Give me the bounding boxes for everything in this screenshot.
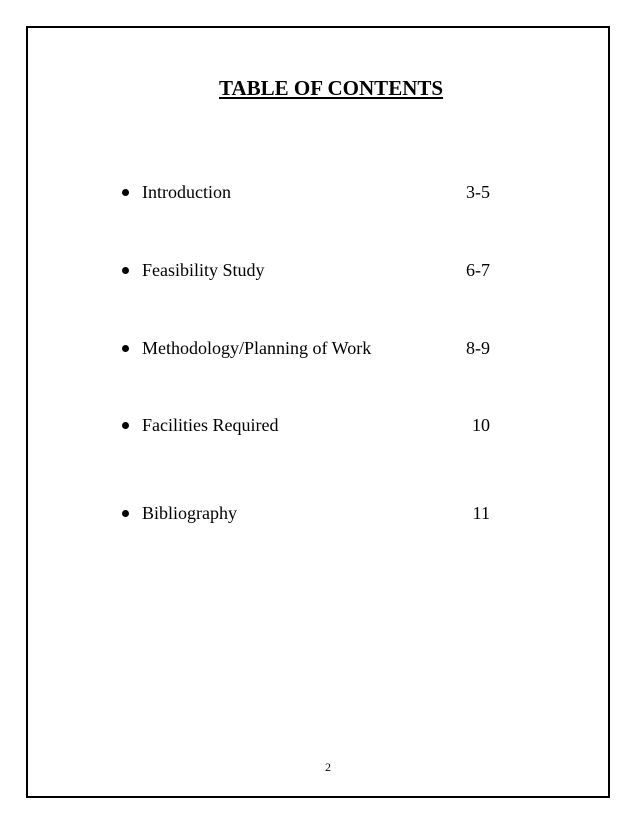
toc-item-feasibility-study <box>122 258 490 282</box>
bullet-icon <box>122 510 129 517</box>
page-number: 2 <box>325 760 331 774</box>
toc-item-label: Introduction <box>142 182 231 202</box>
toc-item-page: 6-7 <box>466 260 490 280</box>
bullet-icon <box>122 422 129 429</box>
bullet-icon <box>122 267 129 274</box>
toc-item-methodology <box>122 336 490 360</box>
toc-item-page: 11 <box>472 503 490 523</box>
toc-item-introduction <box>122 180 490 204</box>
bullet-icon <box>122 345 129 352</box>
toc-item-page: 3-5 <box>466 182 490 202</box>
toc-item-label: Methodology/Planning of Work <box>142 338 372 358</box>
toc-item-facilities-required <box>122 413 490 437</box>
toc-item-page: 8-9 <box>466 338 490 358</box>
toc-item-label: Feasibility Study <box>142 260 265 280</box>
bullet-icon <box>122 189 129 196</box>
toc-item-label: Facilities Required <box>142 415 279 435</box>
page-title: TABLE OF CONTENTS <box>219 76 444 100</box>
toc-item-page: 10 <box>472 415 490 435</box>
toc-item-label: Bibliography <box>142 503 237 523</box>
toc-item-bibliography <box>122 501 490 525</box>
